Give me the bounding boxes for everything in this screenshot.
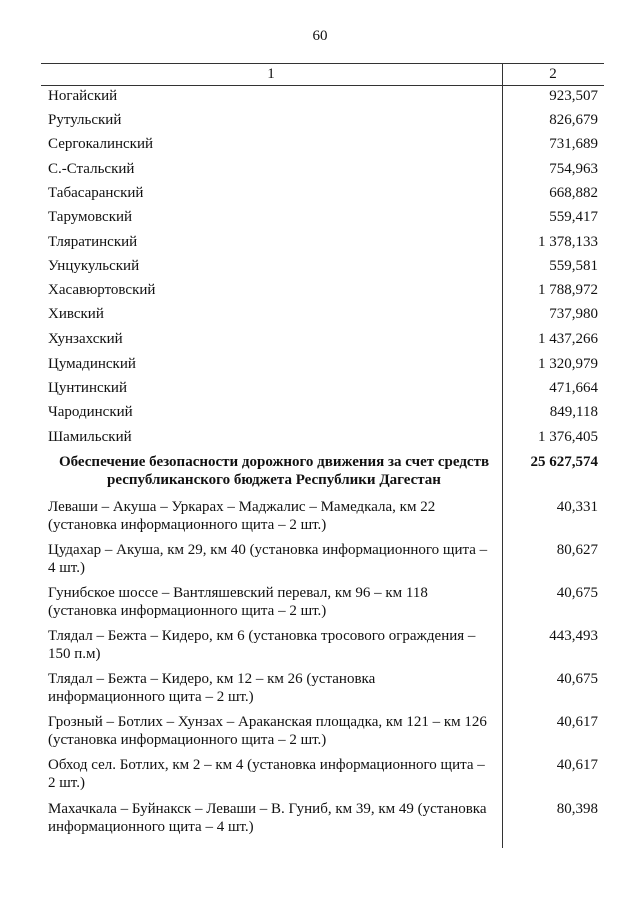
row-value: 1 378,133: [538, 234, 598, 250]
row-value: 559,417: [549, 209, 598, 225]
row-name: [48, 756, 500, 792]
row-name-line2: 2 шт.): [48, 775, 85, 791]
row-name: С.-Стальский: [48, 161, 135, 177]
row-name-line2: (установка информационного щита – 2 шт.): [48, 732, 327, 748]
row-name: Табасаранский: [48, 185, 144, 201]
row-value: 1 320,979: [538, 356, 598, 372]
row-name: Цунтинский: [48, 380, 127, 396]
row-value: 731,689: [549, 136, 598, 152]
row-name-line1: Леваши – Акуша – Уркарах – Маджалис – Мамедкала, км 22: [48, 499, 436, 515]
row-value: 471,664: [549, 380, 598, 396]
row-value: 737,980: [549, 306, 598, 322]
row-value: 40,675: [556, 585, 598, 601]
row-name: Тарумовский: [48, 209, 133, 225]
row-value: 668,882: [549, 185, 598, 201]
section-heading-line2: республиканского бюджета Республики Дагестан: [107, 472, 441, 488]
row-name-line1: Цудахар – Акуша, км 29, км 40 (установка информационного щита –: [48, 542, 488, 558]
row-value: 40,675: [556, 671, 598, 687]
row-name: Унцукульский: [48, 258, 140, 274]
row-name: [48, 670, 500, 706]
row-name-line1: Обход сел. Ботлих, км 2 – км 4 (установка информационного щита –: [48, 757, 485, 773]
row-value: 923,507: [549, 88, 598, 104]
header-col2: 2: [549, 66, 557, 82]
row-name: Рутульский: [48, 112, 122, 128]
page-number: 60: [312, 28, 328, 44]
row-value: 80,398: [556, 801, 598, 817]
row-name: Хивский: [48, 306, 104, 322]
row-name: Чародинский: [48, 404, 133, 420]
row-value: 80,627: [556, 542, 598, 558]
row-name-line2: информационного щита – 4 шт.): [48, 819, 254, 835]
row-value: 40,331: [556, 499, 598, 515]
row-name: Хунзахский: [48, 331, 123, 347]
row-name: [48, 800, 500, 836]
section-heading: [48, 453, 500, 489]
table-header-border: [41, 85, 604, 86]
row-name-line2: (установка информационного щита – 2 шт.): [48, 517, 327, 533]
row-name-line2: (установка информационного щита – 2 шт.): [48, 603, 327, 619]
row-name: Хасавюртовский: [48, 282, 156, 298]
row-name: [48, 627, 500, 663]
row-name: Сергокалинский: [48, 136, 154, 152]
section-heading-line1: Обеспечение безопасности дорожного движения за счет средств: [58, 454, 490, 470]
row-name-line1: Махачкала – Буйнакск – Леваши – В. Гуниб, км 39, км 49 (установка: [48, 801, 487, 817]
row-name: Ногайский: [48, 88, 118, 104]
row-name: [48, 498, 500, 534]
section-heading-row: [48, 453, 598, 493]
row-value: 443,493: [549, 628, 598, 644]
row-name: [48, 713, 500, 749]
row-value: 1 437,266: [538, 331, 598, 347]
row-value: 1 376,405: [538, 429, 598, 445]
row-name: Цумадинский: [48, 356, 136, 372]
row-name: Тляратинский: [48, 234, 138, 250]
header-col1: 1: [267, 66, 275, 82]
section-total: 25 627,574: [530, 454, 598, 470]
row-name-line1: Тлядал – Бежта – Кидеро, км 6 (установка тросового ограждения –: [48, 628, 476, 644]
row-value: 849,118: [549, 404, 598, 420]
row-value: 40,617: [556, 757, 598, 773]
row-name-line1: Тлядал – Бежта – Кидеро, км 12 – км 26 (установка: [48, 671, 376, 687]
table-header-row: [41, 63, 604, 85]
row-name-line2: 150 п.м): [48, 646, 101, 662]
row-value: 754,963: [549, 161, 598, 177]
row-name-line1: Грозный – Ботлих – Хунзах – Араканская площадка, км 121 – км 126: [48, 714, 487, 730]
row-name: [48, 584, 500, 620]
row-value: 1 788,972: [538, 282, 598, 298]
row-name-line2: 4 шт.): [48, 560, 85, 576]
row-name-line2: информационного щита – 2 шт.): [48, 689, 254, 705]
row-value: 40,617: [556, 714, 598, 730]
row-name: [48, 541, 500, 577]
row-value: 826,679: [549, 112, 598, 128]
row-value: 559,581: [549, 258, 598, 274]
row-name: Шамильский: [48, 429, 132, 445]
row-name-line1: Гунибское шоссе – Вантляшевский перевал, км 96 – км 118: [48, 585, 428, 601]
